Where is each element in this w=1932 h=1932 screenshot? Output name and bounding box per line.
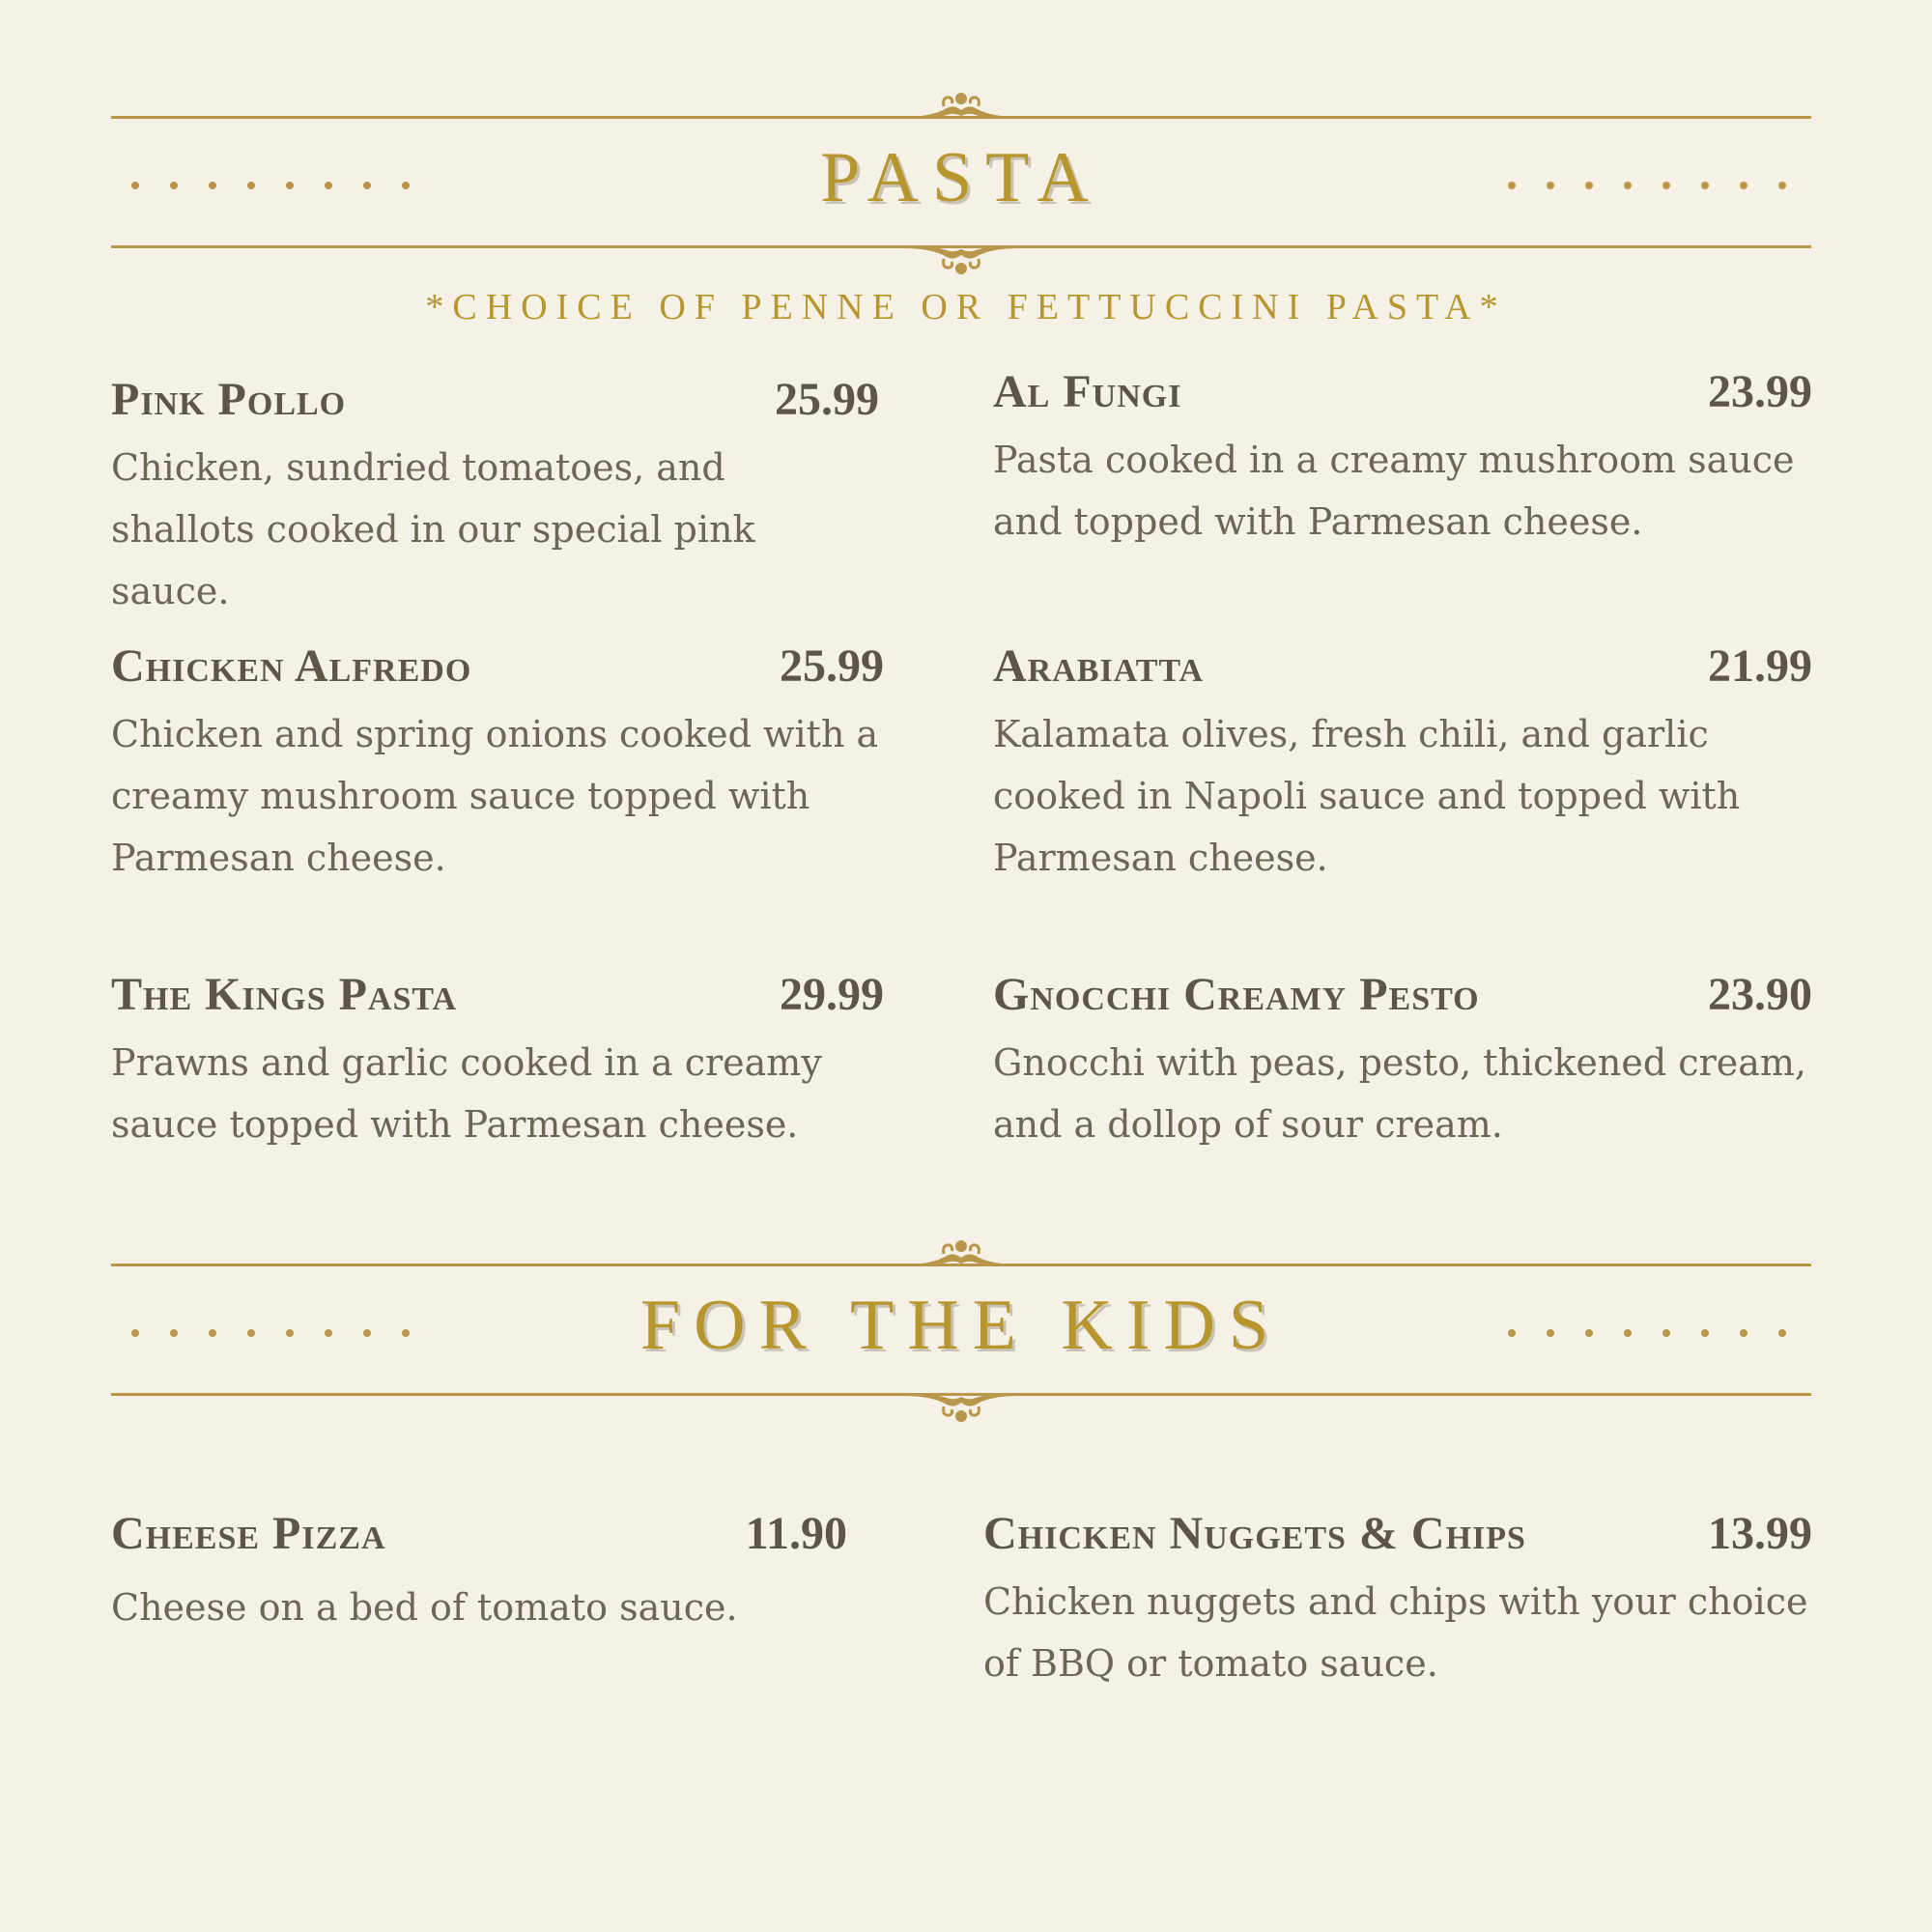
- item-price: 23.99: [1708, 366, 1812, 417]
- dot-row-icon: [1507, 176, 1797, 195]
- dot-row-icon: [1507, 1323, 1797, 1343]
- menu-item: [993, 365, 1812, 553]
- item-description: Chicken nuggets and chips with your choice of BBQ or tomato sauce.: [983, 1580, 1808, 1685]
- item-price: 23.90: [1708, 969, 1812, 1020]
- pasta-banner: [111, 93, 1811, 267]
- item-name: Pink Pollo: [111, 374, 347, 425]
- item-name: Chicken Nuggets & Chips: [983, 1508, 1526, 1559]
- item-name: Gnocchi Creamy Pesto: [993, 969, 1480, 1020]
- pasta-choice-note: *CHOICE OF PENNE OR FETTUCCINI PASTA*: [425, 287, 1507, 327]
- flourish-ornament-icon: [903, 243, 1019, 282]
- item-description: Cheese on a bed of tomato sauce.: [111, 1586, 738, 1629]
- item-price: 11.90: [745, 1508, 847, 1559]
- menu-item: [111, 968, 884, 1155]
- section-title-pasta: PASTA: [820, 138, 1102, 217]
- menu-item: [983, 1507, 1812, 1694]
- item-description: Gnocchi with peas, pesto, thickened cream, and a dollop of sour cream.: [993, 1041, 1806, 1146]
- item-description: Prawns and garlic cooked in a creamy sauce topped with Parmesan cheese.: [111, 1041, 822, 1146]
- item-name: Cheese Pizza: [111, 1508, 386, 1559]
- item-price: 25.99: [780, 640, 884, 692]
- item-price: 13.99: [1708, 1508, 1812, 1559]
- item-description: Chicken and spring onions cooked with a creamy mushroom sauce topped with Parmesan cheese.: [111, 713, 879, 879]
- item-name: The Kings Pasta: [111, 969, 458, 1020]
- item-price: 29.99: [780, 969, 884, 1020]
- item-price: 21.99: [1708, 640, 1812, 692]
- item-description: Chicken, sundried tomatoes, and shallots cooked in our special pink sauce.: [111, 446, 755, 612]
- item-name: Chicken Alfredo: [111, 640, 472, 692]
- item-price: 25.99: [775, 374, 879, 425]
- menu-item: [111, 1507, 847, 1638]
- flourish-ornament-icon: [903, 87, 1019, 126]
- menu-item: [111, 639, 884, 889]
- item-description: Pasta cooked in a creamy mushroom sauce and topped with Parmesan cheese.: [993, 439, 1795, 543]
- item-name: Arabiatta: [993, 640, 1205, 692]
- item-name: Al Fungi: [993, 366, 1182, 417]
- menu-item: [111, 373, 879, 622]
- menu-item: [993, 639, 1812, 889]
- flourish-ornament-icon: [903, 1391, 1019, 1430]
- kids-banner: [111, 1240, 1811, 1414]
- section-title-kids: FOR THE KIDS: [639, 1286, 1283, 1365]
- item-description: Kalamata olives, fresh chili, and garlic cooked in Napoli sauce and topped with Parmesan cheese.: [993, 713, 1741, 879]
- menu-item: [993, 968, 1812, 1155]
- flourish-ornament-icon: [903, 1235, 1019, 1273]
